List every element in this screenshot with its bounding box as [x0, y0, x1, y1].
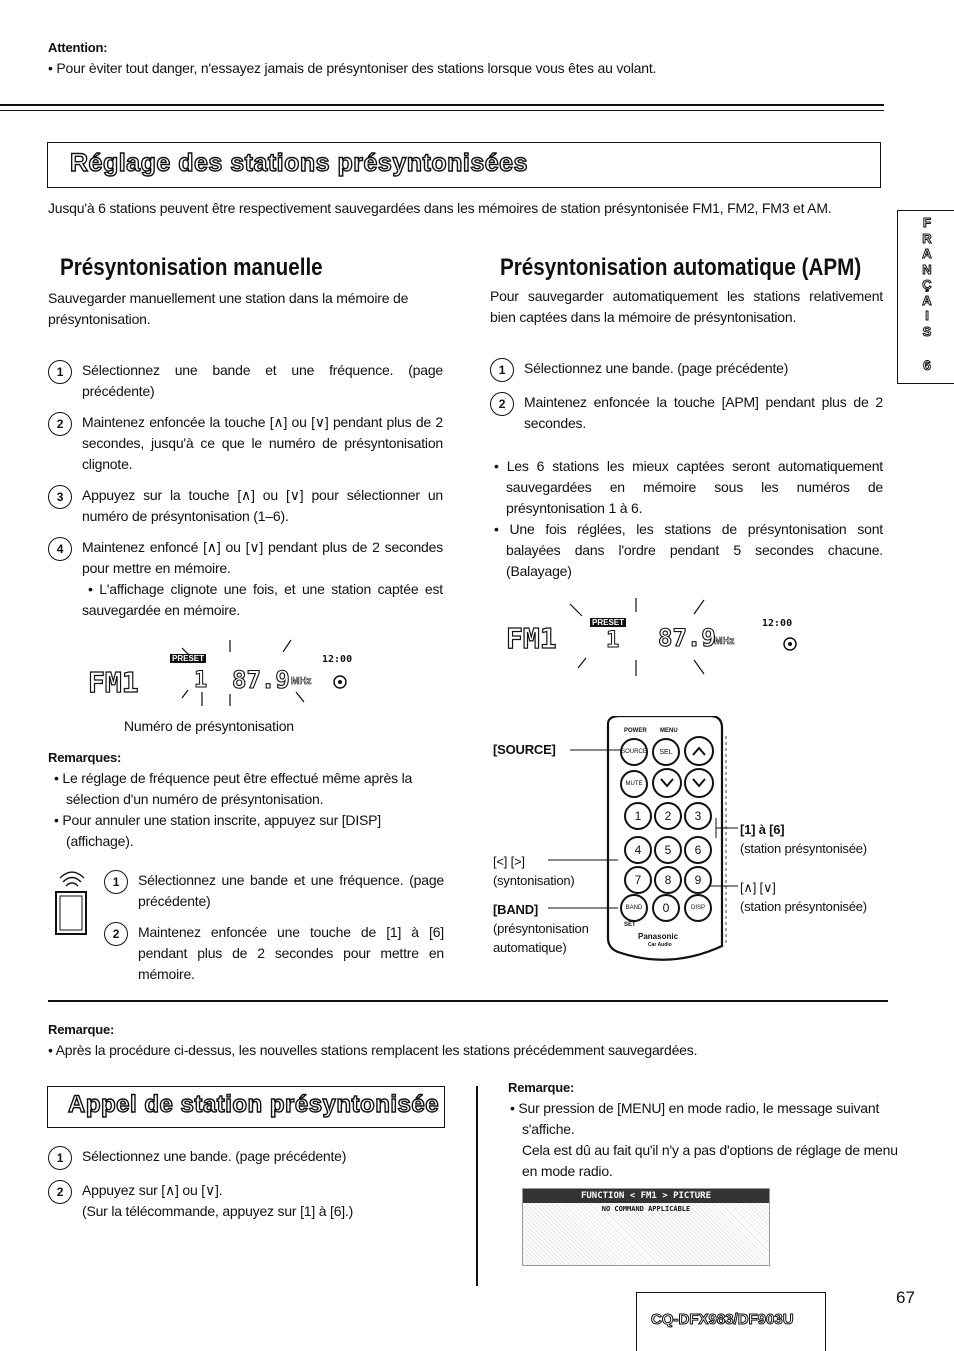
mute-button[interactable]: MUTE: [620, 770, 648, 798]
step-number: 2: [104, 922, 128, 946]
step-number: 2: [48, 412, 72, 436]
step-number: 1: [48, 360, 72, 384]
menu-label: MENU: [660, 728, 678, 734]
preset-caption: Numéro de présyntonisation: [124, 718, 294, 734]
lcd-display-apm: [506, 596, 816, 680]
remark: • Le réglage de fréquence peut être effectué même après la sélection d'un numéro de présyntonisation.: [48, 768, 444, 810]
step: [48, 360, 443, 402]
step-text: Sélectionnez une bande. (page précédente): [524, 360, 789, 376]
updown-keys-label: [∧] [∨] (station présyntonisée): [740, 880, 867, 914]
step: [104, 922, 444, 985]
power-label: POWER: [624, 728, 647, 734]
brand-logo: Panasonic: [638, 932, 679, 941]
remark-label: Remarque:: [508, 1080, 575, 1095]
step-text: Maintenez enfoncée la touche [APM] pendant plus de 2 secondes.: [524, 394, 883, 431]
apm-bullets: [490, 456, 883, 582]
section-title-box: [47, 142, 881, 188]
preset-number: 1: [194, 668, 208, 693]
step: [48, 1180, 468, 1222]
section-title: Réglage des stations présyntonisées: [70, 149, 528, 177]
divider: [0, 104, 884, 106]
up-button[interactable]: [684, 736, 714, 766]
number-button-2[interactable]: 2: [654, 802, 682, 830]
manual-title: Présyntonisation manuelle: [60, 254, 323, 281]
section-title-box: [47, 1086, 445, 1128]
clock: 12:00: [762, 618, 793, 629]
clock: 12:00: [322, 654, 353, 665]
preset-keys-label: [1] à [6] (station présyntonisée): [740, 822, 867, 856]
step-text: Maintenez enfoncé [∧] ou [∨] pendant plus de 2 secondes pour mettre en mémoire.: [82, 539, 443, 576]
unit: MHz: [291, 676, 312, 687]
model-box: [636, 1292, 826, 1351]
chevron-down-icon: [692, 778, 706, 788]
divider: [0, 110, 884, 111]
tuning-label: [<] [>] (syntonisation): [493, 854, 575, 888]
remote-steps: [104, 870, 444, 985]
step-text: Sélectionnez une bande et une fréquence. (page précédente): [82, 362, 443, 399]
source-label: [SOURCE]: [493, 742, 556, 757]
tab-letter: F: [923, 215, 931, 230]
lcd-display-manual: [86, 636, 366, 716]
step: [490, 392, 883, 434]
tab-letter: I: [925, 308, 929, 323]
remark-text: • Après la procédure ci-dessus, les nouvelles stations remplacent les stations précédemment sauvegardées.: [48, 1040, 888, 1061]
remote-control-icon: [52, 866, 92, 936]
number-button-0[interactable]: 0: [652, 894, 680, 922]
step-number: 3: [48, 485, 72, 509]
bullet-item: • Les 6 stations les mieux captées seront automatiquement sauvegardées en mémoire sous les numéros de présyntonisation 1 à 6.: [490, 456, 883, 519]
remark: Cela est dû au fait qu'il n'y a pas d'options de réglage de menu en mode radio.: [522, 1142, 898, 1179]
remark-label: Remarque:: [48, 1022, 115, 1037]
source-button[interactable]: SOURCE: [620, 738, 648, 766]
tab-letter: A: [922, 292, 932, 308]
menu-lcd-screen: [522, 1188, 770, 1266]
remarks-label: Remarques:: [48, 750, 122, 765]
brand-sub: Car Audio: [648, 942, 672, 948]
step-number: 2: [490, 392, 514, 416]
number-button-9[interactable]: 9: [684, 866, 712, 894]
step-number: 2: [48, 1180, 72, 1204]
tab-letter: R: [922, 230, 932, 246]
step: [48, 537, 443, 621]
page-number: 67: [896, 1288, 915, 1307]
down-button[interactable]: [684, 768, 714, 798]
number-button-5[interactable]: 5: [654, 836, 682, 864]
number-button-8[interactable]: 8: [654, 866, 682, 894]
lcd-message: NO COMMAND APPLICABLE: [601, 1205, 691, 1213]
number-button-1[interactable]: 1: [624, 802, 652, 830]
attention-text: • Pour èviter tout danger, n'essayez jamais de présyntoniser des stations lorsque vous êtes au volant.: [48, 58, 888, 79]
step-text: Appuyez sur [∧] ou [∨].: [82, 1182, 223, 1198]
step: [48, 1146, 468, 1170]
manual-intro: Sauvegarder manuellement une station dans la mémoire de présyntonisation.: [48, 290, 409, 327]
language-tab: [897, 210, 954, 384]
band-button[interactable]: BAND: [620, 894, 648, 922]
remark: • Pour annuler une station inscrite, appuyez sur [DISP] (affichage).: [48, 810, 444, 852]
frequency: 87.9: [232, 666, 290, 694]
step-bullet: L'affichage clignote une fois, et une station captée est sauvegardée en mémoire.: [82, 581, 443, 618]
tab-letter: A: [922, 246, 932, 261]
apm-title: Présyntonisation automatique (APM): [500, 254, 862, 281]
remarks-list: [48, 768, 444, 852]
step: [48, 485, 443, 527]
tab-number: 6: [923, 357, 931, 373]
step-number: 1: [490, 358, 514, 382]
step-text: Sélectionnez une bande et une fréquence. (page précédente): [138, 872, 444, 909]
number-button-7[interactable]: 7: [624, 866, 652, 894]
bullet-item: • Une fois réglées, les stations de présyntonisation sont balayées dans l'ordre pendant 5 secondes chacune. (Balayage): [490, 519, 883, 582]
step-text: Maintenez enfoncée la touche [∧] ou [∨] pendant plus de 2 secondes, jusqu'à ce que le numéro de présyntonisation clignote.: [82, 414, 443, 472]
number-button-6[interactable]: 6: [684, 836, 712, 864]
step: [490, 358, 883, 382]
step-text: Sélectionnez une bande. (page précédente): [82, 1148, 347, 1164]
preset-indicator: PRESET: [172, 654, 205, 663]
column-divider: [476, 1086, 478, 1286]
number-button-4[interactable]: 4: [624, 836, 652, 864]
remote-diagram: [490, 716, 890, 966]
step: [104, 870, 444, 912]
number-button-3[interactable]: 3: [684, 802, 712, 830]
section-title: Appel de station présyntonisée: [68, 1091, 440, 1118]
language-tab-letters: [918, 215, 936, 339]
step-number: 4: [48, 537, 72, 561]
disp-button[interactable]: DISP: [684, 894, 712, 922]
chevron-down-icon: [660, 778, 674, 788]
frequency: 87.9: [658, 624, 716, 652]
sel-button[interactable]: SEL: [652, 738, 680, 766]
intro-text: Jusqu'à 6 stations peuvent être respectivement sauvegardées dans les mémoires de station présyntonisée FM1, FM2, FM3 et AM.: [48, 200, 832, 216]
tab-letter: Ç: [922, 277, 932, 292]
lcd-menu-bar: FUNCTION < FM1 > PICTURE: [523, 1189, 769, 1203]
step-number: 1: [104, 870, 128, 894]
recall-steps: [48, 1146, 468, 1222]
model-number: CQ-DFX983/DF903U: [651, 1311, 794, 1328]
manual-steps: [48, 360, 443, 621]
minus-button[interactable]: [652, 768, 682, 798]
step-text: Appuyez sur la touche [∧] ou [∨] pour sélectionner un numéro de présyntonisation (1–6).: [82, 487, 443, 524]
chevron-up-icon: [692, 746, 706, 756]
unit: MHz: [714, 636, 735, 647]
set-label: SET: [624, 922, 636, 928]
step-number: 1: [48, 1146, 72, 1170]
apm-steps: [490, 358, 883, 434]
step-subtext: (Sur la télécommande, appuyez sur [1] à [6].): [82, 1203, 354, 1219]
band-desc: [BAND] (présyntonisation automatique): [493, 902, 589, 955]
preset-number: 1: [606, 628, 620, 653]
tab-letter: S: [922, 323, 932, 339]
apm-intro: Pour sauvegarder automatiquement les stations relativement bien captées dans la mémoire de présyntonisation.: [490, 288, 883, 325]
tab-letter: N: [922, 261, 932, 277]
remark: • Sur pression de [MENU] en mode radio, le message suivant s'affiche.: [508, 1098, 902, 1140]
step: [48, 412, 443, 475]
attention-label: Attention:: [48, 40, 108, 55]
band-label: FM1: [88, 666, 139, 699]
recall-remark: [508, 1098, 902, 1182]
step-text: Maintenez enfoncée une touche de [1] à [6] pendant plus de 2 secondes pour mettre en mémoire.: [138, 924, 444, 982]
preset-indicator: PRESET: [592, 618, 625, 627]
divider: [48, 1000, 888, 1002]
band-label: FM1: [506, 622, 557, 655]
